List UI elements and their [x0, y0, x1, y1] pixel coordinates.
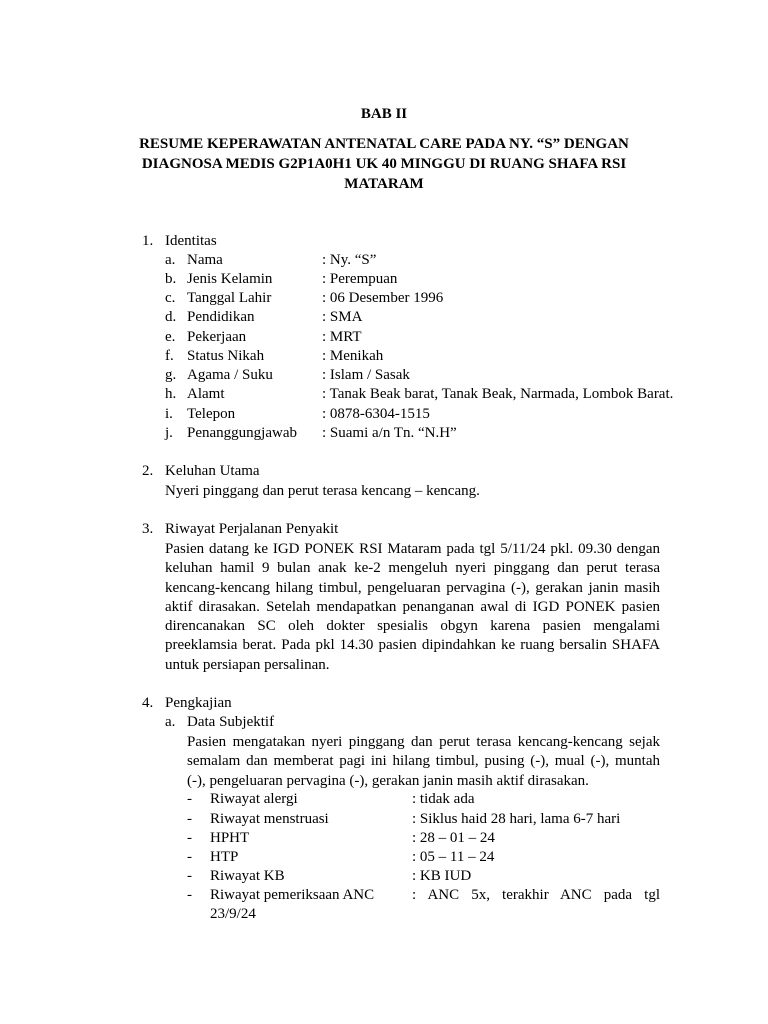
section-number: 2.	[142, 463, 154, 479]
item-value: : 05 – 11 – 24	[412, 849, 495, 865]
item-value: : 06 Desember 1996	[322, 290, 444, 306]
item-label: Jenis Kelamin	[187, 271, 273, 287]
paragraph-line: semalam dan memberat pagi ini hilang timbul, pusing (-), mual (-), muntah	[187, 753, 660, 770]
paragraph-line: direncanakan SC oleh dokter spesialis obgyn karena pasien mengalami	[165, 618, 660, 635]
section-title: Pengkajian	[165, 695, 232, 711]
item-label: Tanggal Lahir	[187, 290, 272, 306]
section-text: Nyeri pinggang dan perut terasa kencang – kencang.	[165, 483, 480, 499]
item-value-continuation: 23/9/24	[210, 906, 256, 922]
list-dash: -	[187, 887, 192, 903]
item-label: Telepon	[187, 406, 236, 422]
item-letter: b.	[165, 271, 177, 287]
list-dash: -	[187, 849, 192, 865]
paragraph-line: preeklamsia berat. Pada pkl 14.30 pasien dipindahkan ke ruang bersalin SHAFA	[165, 637, 660, 654]
subsection-title: Data Subjektif	[187, 714, 275, 730]
item-letter: c.	[165, 290, 176, 306]
section-number: 4.	[142, 695, 154, 711]
paragraph-line: kencang-kencang hilang timbul, pengeluaran pervagina (-), gerakan janin masih	[165, 579, 660, 596]
list-dash: -	[187, 830, 192, 846]
item-value: : tidak ada	[412, 791, 475, 807]
section-title: Keluhan Utama	[165, 463, 260, 479]
item-label: Agama / Suku	[187, 367, 273, 383]
item-value	[412, 886, 660, 905]
item-label: Riwayat alergi	[210, 791, 298, 807]
paragraph-line: keluhan hamil 9 bulan anak ke-2 mengeluh nyeri pinggang dan perut terasa	[165, 560, 660, 577]
item-letter: i.	[165, 406, 173, 422]
item-letter: g.	[165, 367, 177, 383]
item-label: Pekerjaan	[187, 329, 247, 345]
item-letter: a.	[165, 252, 176, 268]
title-line: RESUME KEPERAWATAN ANTENATAL CARE PADA NY. “S” DENGAN	[139, 136, 629, 152]
document-title	[0, 134, 768, 194]
paragraph-line: (-), pengeluaran pervagina (-), gerakan janin masih aktif dirasakan.	[187, 772, 589, 789]
section-number: 1.	[142, 233, 154, 249]
paragraph-line: untuk persiapan persalinan.	[165, 656, 330, 673]
list-dash: -	[187, 868, 192, 884]
item-value: : Suami a/n Tn. “N.H”	[322, 425, 457, 441]
item-value: : MRT	[322, 329, 362, 345]
chapter-heading: BAB II	[360, 106, 408, 122]
paragraph-line: aktif dirasakan. Setelah mendapatkan penanganan awal di IGD PONEK pasien	[165, 598, 660, 615]
item-letter: h.	[165, 386, 177, 402]
subsection-letter: a.	[165, 714, 176, 730]
item-value: : 28 – 01 – 24	[412, 830, 495, 846]
item-value-line: : ANC 5x, terakhir ANC pada tgl	[412, 887, 660, 903]
item-label: Riwayat pemeriksaan ANC	[210, 887, 375, 903]
item-label: Nama	[187, 252, 223, 268]
item-label: Riwayat menstruasi	[210, 811, 329, 827]
item-value: : SMA	[322, 309, 363, 325]
title-line: MATARAM	[344, 176, 424, 192]
item-value: : KB IUD	[412, 868, 472, 884]
paragraph	[165, 540, 660, 675]
item-label: Status Nikah	[187, 348, 265, 364]
item-value: : Ny. “S”	[322, 252, 377, 268]
item-value: : 0878-6304-1515	[322, 406, 430, 422]
item-letter: e.	[165, 329, 176, 345]
title-line: DIAGNOSA MEDIS G2P1A0H1 UK 40 MINGGU DI RUANG SHAFA RSI	[141, 156, 627, 172]
item-letter: j.	[165, 425, 173, 441]
item-letter: d.	[165, 309, 177, 325]
item-label: HTP	[210, 849, 239, 865]
item-label: Penanggungjawab	[187, 425, 297, 441]
section-number: 3.	[142, 521, 154, 537]
list-dash: -	[187, 811, 192, 827]
item-value: : Perempuan	[322, 271, 398, 287]
item-label: Pendidikan	[187, 309, 255, 325]
item-label: Riwayat KB	[210, 868, 285, 884]
section-title: Identitas	[165, 233, 217, 249]
list-dash: -	[187, 791, 192, 807]
item-value: : Tanak Beak barat, Tanak Beak, Narmada, Lombok Barat.	[322, 386, 674, 402]
paragraph	[187, 733, 660, 791]
item-label: Alamt	[187, 386, 225, 402]
paragraph-line: Pasien datang ke IGD PONEK RSI Mataram pada tgl 5/11/24 pkl. 09.30 dengan	[165, 541, 660, 557]
paragraph-line: Pasien mengatakan nyeri pinggang dan perut terasa kencang-kencang sejak	[187, 734, 660, 750]
section-title: Riwayat Perjalanan Penyakit	[165, 521, 339, 537]
item-letter: f.	[165, 348, 174, 364]
item-value: : Islam / Sasak	[322, 367, 410, 383]
item-label: HPHT	[210, 830, 250, 846]
item-value: : Menikah	[322, 348, 384, 364]
item-value: : Siklus haid 28 hari, lama 6-7 hari	[412, 811, 621, 827]
